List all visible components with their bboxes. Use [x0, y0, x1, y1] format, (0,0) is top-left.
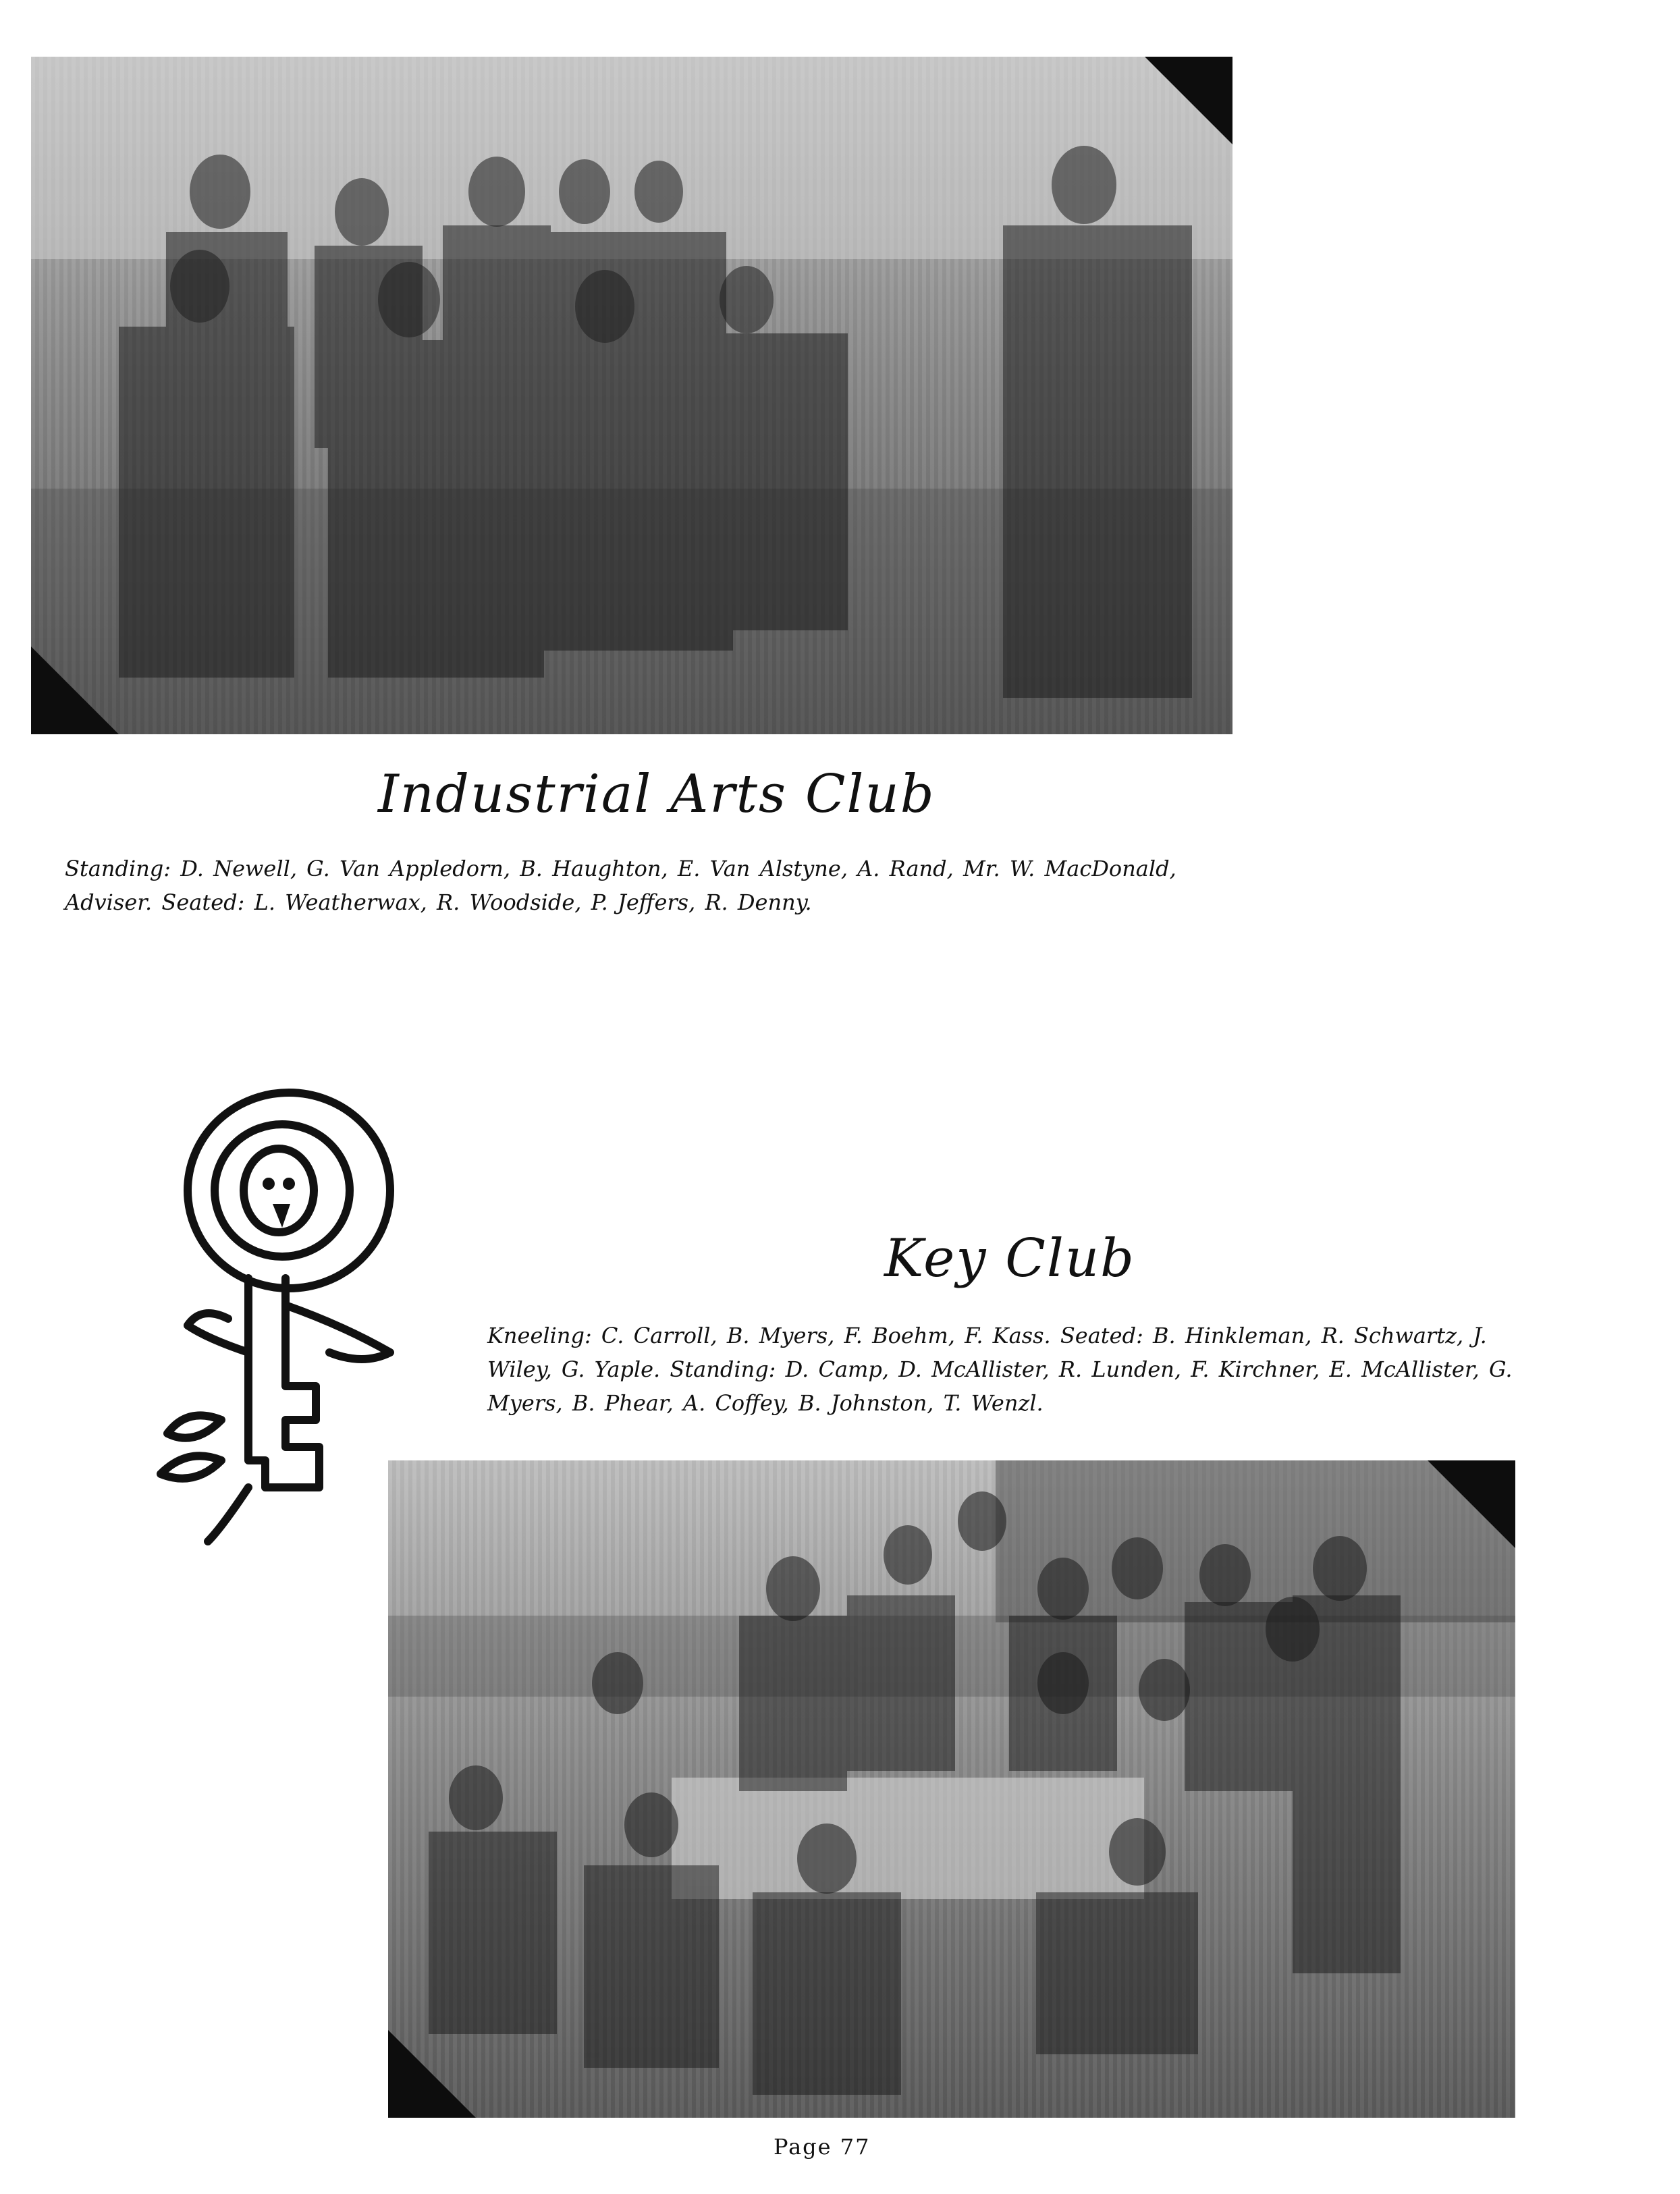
key-club-photo-figures: [388, 1460, 1515, 2118]
photo-corner-mount: [1428, 1460, 1515, 1548]
photo-corner-mount: [388, 2030, 476, 2118]
key-club-photo: [388, 1460, 1515, 2118]
key-club-caption: Kneeling: C. Carroll, B. Myers, F. Boehm, F. Kass. Seated: B. Hinkleman, R. Schwartz, J. Wiley, G. Yaple. Standing: D. Camp, D. McAllister, R. Lunden, F. Kirchner, E. McAllister, G. Myers, B. Phear, A. Coffey, B. Johnston, T. Wenzl.: [487, 1323, 1513, 1416]
industrial-arts-photo-figures: [31, 57, 1232, 734]
industrial-arts-title: Industrial Arts Club: [378, 764, 936, 825]
photo-corner-mount: [31, 647, 119, 734]
industrial-arts-photo: [31, 57, 1232, 734]
key-club-title: Key Club: [884, 1228, 1135, 1289]
page-number: Page 77: [774, 2134, 871, 2160]
industrial-arts-caption: Standing: D. Newell, G. Van Appledorn, B. Haughton, E. Van Alstyne, A. Rand, Mr. W. MacDonald, Adviser. Seated: L. Weatherwax, R. Woodside, P. Jeffers, R. Denny.: [65, 856, 1176, 915]
photo-corner-mount: [1145, 57, 1232, 144]
